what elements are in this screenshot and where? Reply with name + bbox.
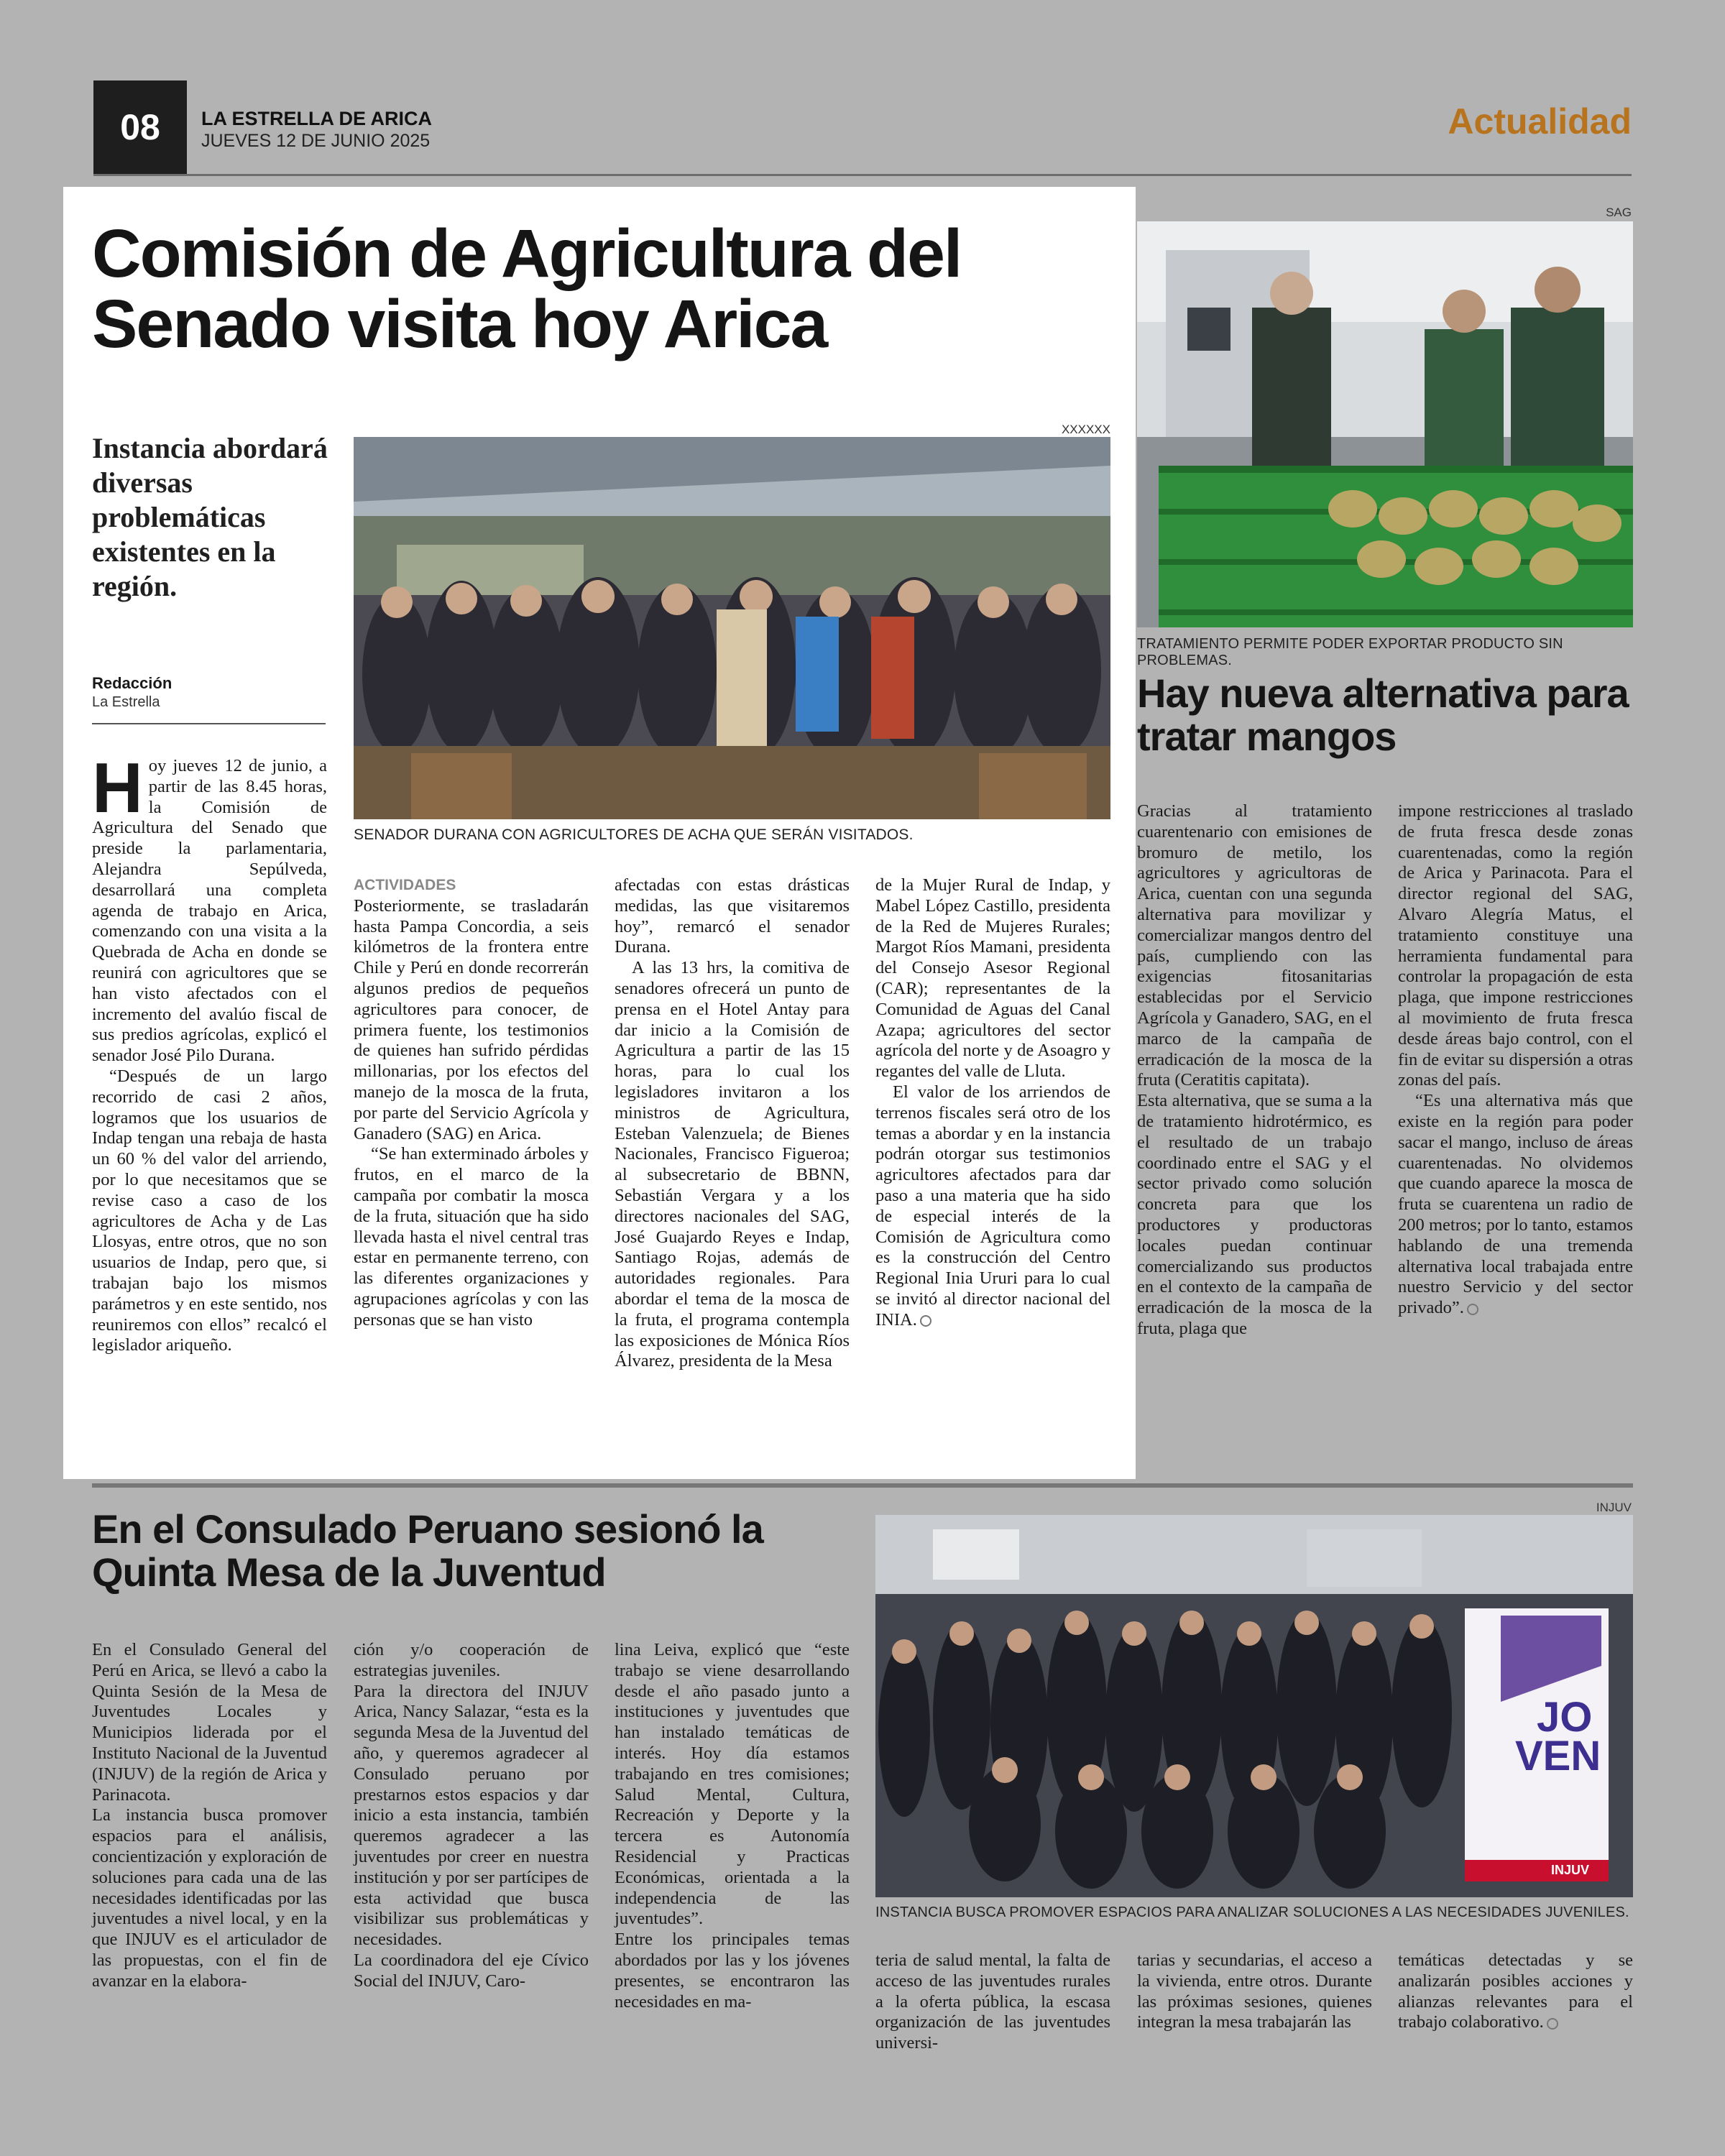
page-number: 08 — [93, 80, 187, 174]
bottom-col2-paragraph-1: ción y/o cooperación de estrategias juveniles. — [354, 1640, 589, 1680]
main-article-deck: Instancia abordará diversas problemáticas existentes en la región. — [92, 432, 328, 602]
side-article-title: Hay nueva alternativa para tratar mangos — [1137, 671, 1629, 760]
banner-brand: INJUV — [1551, 1863, 1590, 1877]
bottom-col3-paragraph-2: Entre los principales temas abordados por las y los jóvenes presentes, se encontraron las necesidades en ma- — [615, 1930, 850, 2012]
main-col3-paragraph-2: A las 13 hrs, la comitiva de senadores ofrecerá un punto de prensa en el Hotel Antay para dar inicio a la Comisión de Agricultura a partir de las 15 horas, para lo cual los legisladores invitaron a los ministros de Agricultura, Esteban Valenzuela; de Bienes Nacionales, Francisco Figueroa; al subsecretario de BBNN, Sebastián Vergara y a los directores nacionales del SAG, José Guajardo Reyes e Indap, Santiago Rojas, además de autoridades regionales. Para abordar el tema de la mosca de la fruta, el programa contempla las exposiciones de Mónica Ríos Álvarez, presidenta de la Mesa — [615, 958, 850, 1371]
bottom-col2-paragraph-3: La coordinadora del eje Cívico Social del INJUV, Caro- — [354, 1950, 589, 1991]
bottom-col4-paragraph-1: teria de salud mental, la falta de acceso de las juventudes rurales a la oferta pública, la escasa organización de las juventudes universi- — [875, 1950, 1110, 2053]
byline-rule — [92, 723, 326, 724]
main-col1-paragraph-2: “Después de un largo recorrido de casi 2 años, logramos que los usuarios de Indap tengan una rebaja de hasta un 60 % del valor del arriendo, por lo que necesitamos que se revise caso a caso de los agricultores de Acha y de Las Llosyas, entre otros, que no son usuarios de Indap, pero que, si trabajan bajo los mismos parámetros y en este sentido, nos reuniremos con ellos” recalcó el legislador ariqueño. — [92, 1066, 327, 1355]
section-name: Actualidad — [1448, 101, 1632, 142]
side-photo-credit: SAG — [1606, 206, 1632, 219]
byline-source: La Estrella — [92, 694, 160, 710]
main-col2-paragraph-2: “Se han exterminado árboles y frutos, en el marco de la campaña por combatir la mosca de la fruta, situación que ha sido llevada hasta el nivel central tras estar en permanente terreno, con las diferentes organizaciones y agrupaciones agrícolas y con las personas que se han visto — [354, 1144, 589, 1330]
side-photo-caption: TRATAMIENTO PERMITE PODER EXPORTAR PRODUCTO SIN PROBLEMAS. — [1137, 636, 1563, 668]
bottom-col2-paragraph-2: Para la directora del INJUV Arica, Nancy Salazar, “esta es la segunda Mesa de la Juventud del año, y queremos agradecer al Consulado peruano por prestarnos estos espacios y dar inicio a esta instancia, también queremos agradecer a las juventudes por creer en nuestra institución y por ser partícipes de esta actividad que busca visibilizar sus problemáticas y necesidades. — [354, 1681, 589, 1950]
main-col3-paragraph-1: afectadas con estas drásticas medidas, las que visitaremos hoy”, remarcó el senador Durana. — [615, 875, 850, 957]
subhead-actividades: ACTIVIDADES — [354, 877, 456, 893]
main-article-column-3 — [615, 875, 850, 1372]
bottom-article-column-3 — [615, 1640, 850, 2012]
bottom-article-column-4 — [875, 1950, 1110, 2054]
bottom-photo-credit: INJUV — [1596, 1501, 1632, 1514]
bottom-article-title: En el Consulado Peruano sesionó la Quinta Mesa de la Juventud — [92, 1506, 763, 1595]
publication-date: JUEVES 12 DE JUNIO 2025 — [201, 131, 431, 151]
bottom-col3-paragraph-1: lina Leiva, explicó que “este trabajo se viene desarrollando desde el año pasado junto a instituciones y juventudes que han instalado temáticas de interés. Hoy día estamos trabajando en tres comisiones; Salud Mental, Cultura, Recreación y Deporte y la tercera es Autonomía Residencial y Practicas Económicas, orientada a la independencia de las juventudes”. — [615, 1640, 850, 1929]
side-col1-paragraph-1: Gracias al tratamiento cuarentenario con emisiones de bromuro de metilo, los agricultores y agricultoras de Arica, cuentan con una segunda alternativa para movilizar y comercializar mangos dentro del país, cumpliendo con las exigencias fitosanitarias establecidas por el Servicio Agrícola y Ganadero, SAG, en el marco de la campaña de erradicación de la mosca de la fruta (Ceratitis capitata). — [1137, 801, 1372, 1090]
bottom-article-column-1 — [92, 1640, 327, 1992]
bottom-col6-paragraph-1-text: temáticas detectadas y se analizarán posibles acciones y alianzas relevantes para el trabajo colaborativo. — [1398, 1950, 1633, 2032]
banner-text-line-1: JO — [1537, 1694, 1593, 1741]
main-photo-credit: XXXXXX — [1061, 423, 1110, 436]
byline-name: Redacción — [92, 674, 172, 692]
bottom-photo-caption: INSTANCIA BUSCA PROMOVER ESPACIOS PARA ANALIZAR SOLUCIONES A LAS NECESIDADES JUVENILES. — [875, 1904, 1629, 1920]
main-col4-paragraph-1: de la Mujer Rural de Indap, y Mabel López Castillo, presidenta de la Red de Mujeres Rurales; Margot Ríos Mamani, presidenta del Consejo Asesor Regional (CAR); representantes de la Comunidad de Aguas del Canal Azapa; agricultores del sector agrícola del norte y de Asoagro y regantes del valle de Lluta. — [875, 875, 1110, 1082]
side-col2-paragraph-2-text: “Es una alternativa más que existe en la región para poder sacar el mango, incluso de áreas cuarentenadas. No olvidemos que cuando aparece la mosca de fruta se cuarentena un radio de 200 metros; por lo tanto, estamos hablando de una tremenda alternativa local trabajada entre nuestro Servicio y del sector privado”. — [1398, 1091, 1633, 1318]
bottom-article-column-2 — [354, 1640, 589, 1992]
header-rule — [93, 174, 1632, 176]
banner-text-line-2: VEN — [1515, 1733, 1601, 1779]
end-mark-icon — [1467, 1304, 1478, 1315]
main-col4-paragraph-2 — [875, 1082, 1110, 1331]
bottom-col5-paragraph-1: tarias y secundarias, el acceso a la vivienda, entre otros. Durante las próximas sesiones, quienes integran la mesa trabajarán las — [1137, 1950, 1372, 2032]
bottom-col1-paragraph-2: La instancia busca promover espacios para el análisis, concientización y exploración de soluciones para cada una de las necesidades identificadas por las juventudes a nivel local, y en la que INJUV es el articulador de las propuestas, con el fin de avanzar en la elabora- — [92, 1805, 327, 1991]
main-col1-paragraph-1: oy jueves 12 de junio, a partir de las 8.45 horas, la Comisión de Agricultura del Senado que preside la parlamentaria, Alejandra Sepúlveda, desarrollará una completa agenda de trabajo en Arica, comenzando con una visita a la Quebrada de Acha en donde se reunirá con agricultores que se han visto afectados con el incremento del avalúo fiscal de sus predios agrícolas, explicó el senador José Pilo Durana. — [92, 756, 327, 1066]
main-article-column-2 — [354, 875, 589, 1331]
bottom-col1-paragraph-1: En el Consulado General del Perú en Arica, se llevó a cabo la Quinta Sesión de la Mesa de Juventudes Locales y Municipios liderada por el Instituto Nacional de la Juventud (INJUV) de la región de Arica y Parinacota. — [92, 1640, 327, 1805]
main-article-title: Comisión de Agricultura del Senado visita hoy Arica — [92, 216, 962, 362]
banner-text — [1515, 1694, 1601, 1779]
main-photo-caption: SENADOR DURANA CON AGRICULTORES DE ACHA QUE SERÁN VISITADOS. — [354, 826, 914, 843]
end-mark-icon — [920, 1315, 932, 1327]
side-col2-paragraph-1: impone restricciones al traslado de fruta fresca desde zonas cuarentenadas, como la región de Arica y Parinacota. Para el director regional del SAG, Alvaro Alegría Matus, el tratamiento constituye una herramienta fundamental para controlar la propagación de esta plaga, que impone restricciones al movimiento de fruta fresca desde áreas bajo control, con el fin de evitar su dispersión a otras zonas del país. — [1398, 801, 1633, 1090]
bottom-col6-paragraph-1 — [1398, 1950, 1633, 2033]
main-col4-paragraph-2-text: El valor de los arriendos de terrenos fiscales será otro de los temas a abordar y en la instancia podrán otorgar sus testimonios agricultores afectados para dar paso a una materia que ha sido de especial interés de la Comisión de Agricultura como es la construcción del Centro Regional Inia Ururi para lo cual se invitó al director nacional del INIA. — [875, 1082, 1110, 1330]
drop-cap: H — [92, 748, 143, 827]
publication-name: LA ESTRELLA DE ARICA — [201, 108, 432, 129]
main-article-column-4 — [875, 875, 1110, 1331]
side-article-photo — [1137, 221, 1633, 627]
main-article-photo — [354, 437, 1110, 819]
side-col2-paragraph-2 — [1398, 1091, 1633, 1319]
main-article-column-1 — [92, 748, 327, 1356]
main-col2-paragraph-1: Posteriormente, se trasladarán hasta Pampa Concordia, a seis kilómetros de la frontera entre Chile y Perú en donde recorrerán algunos predios de pequeños agricultores para conocer, de primera fuente, los testimonios de quienes han sufrido pérdidas millonarias, por los efectos del manejo de la mosca de la fruta, por parte del Servicio Agrícola y Ganadero (SAG) en Arica. — [354, 895, 589, 1143]
side-article-column-1 — [1137, 801, 1372, 1340]
side-article-column-2 — [1398, 801, 1633, 1319]
bottom-article-column-5 — [1137, 1950, 1372, 2033]
bottom-article-column-6 — [1398, 1950, 1633, 2033]
side-col1-paragraph-2: Esta alternativa, que se suma a la de tratamiento hidrotérmico, es el resultado de un trabajo coordinado entre el SAG y el sector privado como solución concreta para que los productores y productoras locales puedan continuar comercializando sus productos en el contexto de la campaña de erradicación de la mosca de la fruta, plaga que — [1137, 1091, 1372, 1338]
bottom-section-rule — [92, 1483, 1633, 1488]
end-mark-icon — [1547, 2018, 1558, 2030]
bottom-article-photo — [875, 1515, 1633, 1897]
